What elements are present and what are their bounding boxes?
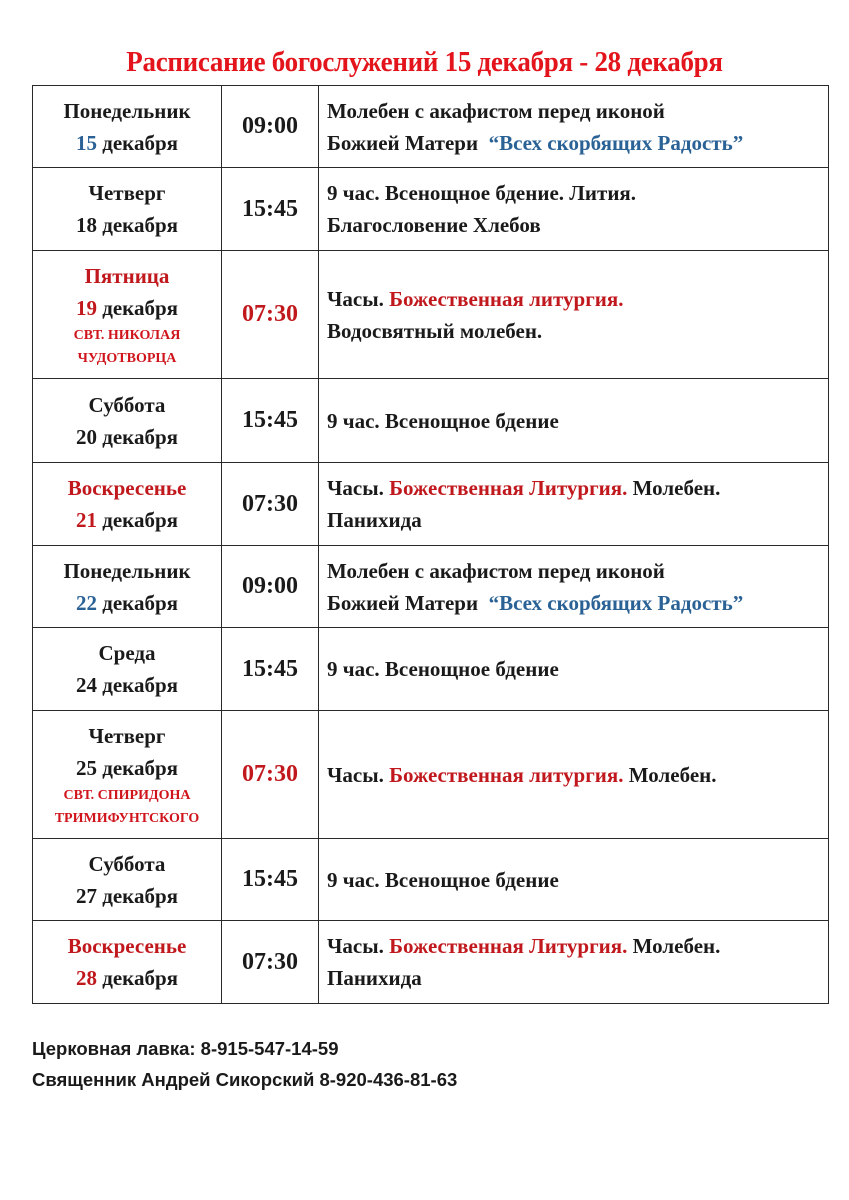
weekday: Понедельник [63, 98, 191, 123]
date-number: 22 [75, 590, 97, 615]
schedule-row [33, 168, 829, 251]
description-text: 9 час. Всенощное бдение [327, 657, 559, 681]
description-line [327, 504, 828, 536]
date [33, 421, 221, 453]
description-line [327, 209, 828, 241]
description-text: Божией Матери [327, 130, 489, 155]
highlighted-text: “Всех скорбящих Радость” [488, 130, 744, 155]
date-number: 27 [75, 883, 97, 908]
description-text: Благословение Хлебов [327, 213, 541, 237]
service-time: 07:30 [222, 251, 319, 379]
feast-label: ЧУДОТВОРЦА [77, 350, 177, 366]
service-description [319, 168, 829, 251]
date [33, 880, 221, 912]
description-text: Панихида [327, 508, 422, 532]
highlighted-text: Божественная Литургия. [389, 476, 628, 500]
service-time: 15:45 [222, 839, 319, 921]
highlighted-text: Божественная Литургия. [389, 934, 628, 958]
day-cell [33, 546, 222, 628]
day-cell [33, 921, 222, 1004]
weekday: Воскресенье [67, 476, 187, 500]
schedule-row [33, 839, 829, 921]
date [33, 209, 221, 241]
highlighted-text: Божественная литургия. [389, 762, 624, 787]
feast-label: СВТ. СПИРИДОНА [63, 787, 191, 803]
description-text: Часы. [327, 286, 390, 311]
description-line [327, 283, 828, 315]
service-time: 07:30 [222, 463, 319, 546]
service-description [319, 711, 829, 839]
weekday: Понедельник [63, 558, 191, 583]
description-text: Молебен с акафистом перед иконой [327, 98, 665, 123]
schedule-table [32, 85, 829, 1004]
day-cell [33, 86, 222, 168]
description-line [327, 759, 828, 791]
date-number: 18 [75, 213, 97, 237]
date [33, 669, 221, 701]
description-line [327, 315, 828, 347]
date [33, 587, 221, 619]
description-text: Водосвятный молебен. [327, 318, 543, 343]
service-description [319, 628, 829, 711]
description-text: Молебен. [627, 476, 721, 500]
service-description [319, 839, 829, 921]
description-line [327, 177, 828, 209]
day-cell [33, 168, 222, 251]
date-month: декабря [96, 424, 179, 449]
service-time: 09:00 [222, 546, 319, 628]
service-description [319, 251, 829, 379]
service-description [319, 86, 829, 168]
date-number: 20 [75, 424, 97, 449]
service-time: 15:45 [222, 628, 319, 711]
description-line [327, 864, 828, 896]
day-cell [33, 251, 222, 379]
description-text: Молебен с акафистом перед иконой [327, 558, 665, 583]
schedule-row [33, 251, 829, 379]
schedule-row [33, 86, 829, 168]
date-month: декабря [96, 590, 179, 615]
description-text: Часы. [327, 762, 390, 787]
date-month: декабря [96, 295, 179, 320]
description-line [327, 930, 828, 962]
weekday: Воскресенье [67, 934, 187, 958]
date-month: декабря [96, 213, 179, 237]
date-number: 19 [75, 295, 97, 320]
date-month: декабря [96, 883, 179, 908]
service-time: 07:30 [222, 711, 319, 839]
service-time: 15:45 [222, 168, 319, 251]
service-description [319, 921, 829, 1004]
feast-label: ТРИМИФУНТСКОГО [54, 810, 200, 826]
date [33, 127, 221, 159]
day-cell [33, 628, 222, 711]
priest-phone: Священник Андрей Сикорский 8-920-436-81-63 [32, 1069, 458, 1090]
description-text: 9 час. Всенощное бдение [327, 867, 559, 892]
service-time: 09:00 [222, 86, 319, 168]
description-line [327, 587, 828, 619]
schedule-row [33, 628, 829, 711]
service-description [319, 379, 829, 463]
date [33, 962, 221, 994]
date-month: декабря [96, 130, 179, 155]
description-text: 9 час. Всенощное бдение. Лития. [327, 181, 637, 205]
weekday: Среда [98, 641, 156, 665]
highlighted-text: “Всех скорбящих Радость” [488, 590, 744, 615]
page-title: Расписание богослужений 15 декабря - 28 декабря [126, 46, 723, 78]
feast-label: СВТ. НИКОЛАЯ [73, 327, 181, 343]
date-month: декабря [96, 755, 179, 780]
date [33, 504, 221, 536]
date-number: 15 [75, 130, 97, 155]
service-time: 15:45 [222, 379, 319, 463]
description-text: Часы. [327, 476, 390, 500]
schedule-row [33, 546, 829, 628]
highlighted-text: Божественная литургия. [389, 286, 624, 311]
description-line [327, 555, 828, 587]
description-line [327, 405, 828, 437]
date-number: 25 [75, 755, 97, 780]
day-cell [33, 711, 222, 839]
date-number: 21 [75, 508, 97, 532]
service-description [319, 546, 829, 628]
description-line [327, 472, 828, 504]
date-number: 28 [75, 966, 97, 990]
schedule-row [33, 921, 829, 1004]
day-cell [33, 839, 222, 921]
date-month: декабря [96, 673, 179, 697]
schedule-row [33, 463, 829, 546]
day-cell [33, 379, 222, 463]
schedule-row [33, 711, 829, 839]
date [33, 292, 221, 324]
weekday: Четверг [88, 723, 166, 748]
schedule-row [33, 379, 829, 463]
description-text: Панихида [327, 966, 422, 990]
description-text: Молебен. [623, 762, 717, 787]
service-time: 07:30 [222, 921, 319, 1004]
contacts [32, 1033, 457, 1095]
weekday: Пятница [84, 263, 170, 288]
date-number: 24 [75, 673, 97, 697]
description-line [327, 95, 828, 127]
church-shop-phone: Церковная лавка: 8-915-547-14-59 [32, 1038, 339, 1059]
weekday: Четверг [88, 181, 166, 205]
description-line [327, 962, 828, 994]
date-month: декабря [96, 508, 179, 532]
weekday: Суббота [88, 851, 166, 876]
date-month: декабря [96, 966, 179, 990]
day-cell [33, 463, 222, 546]
service-description [319, 463, 829, 546]
description-text: 9 час. Всенощное бдение [327, 408, 559, 433]
date [33, 752, 221, 784]
description-text: Часы. [327, 934, 390, 958]
description-text: Божией Матери [327, 590, 489, 615]
description-line [327, 653, 828, 685]
description-line [327, 127, 828, 159]
description-text: Молебен. [627, 934, 721, 958]
weekday: Суббота [88, 392, 166, 417]
